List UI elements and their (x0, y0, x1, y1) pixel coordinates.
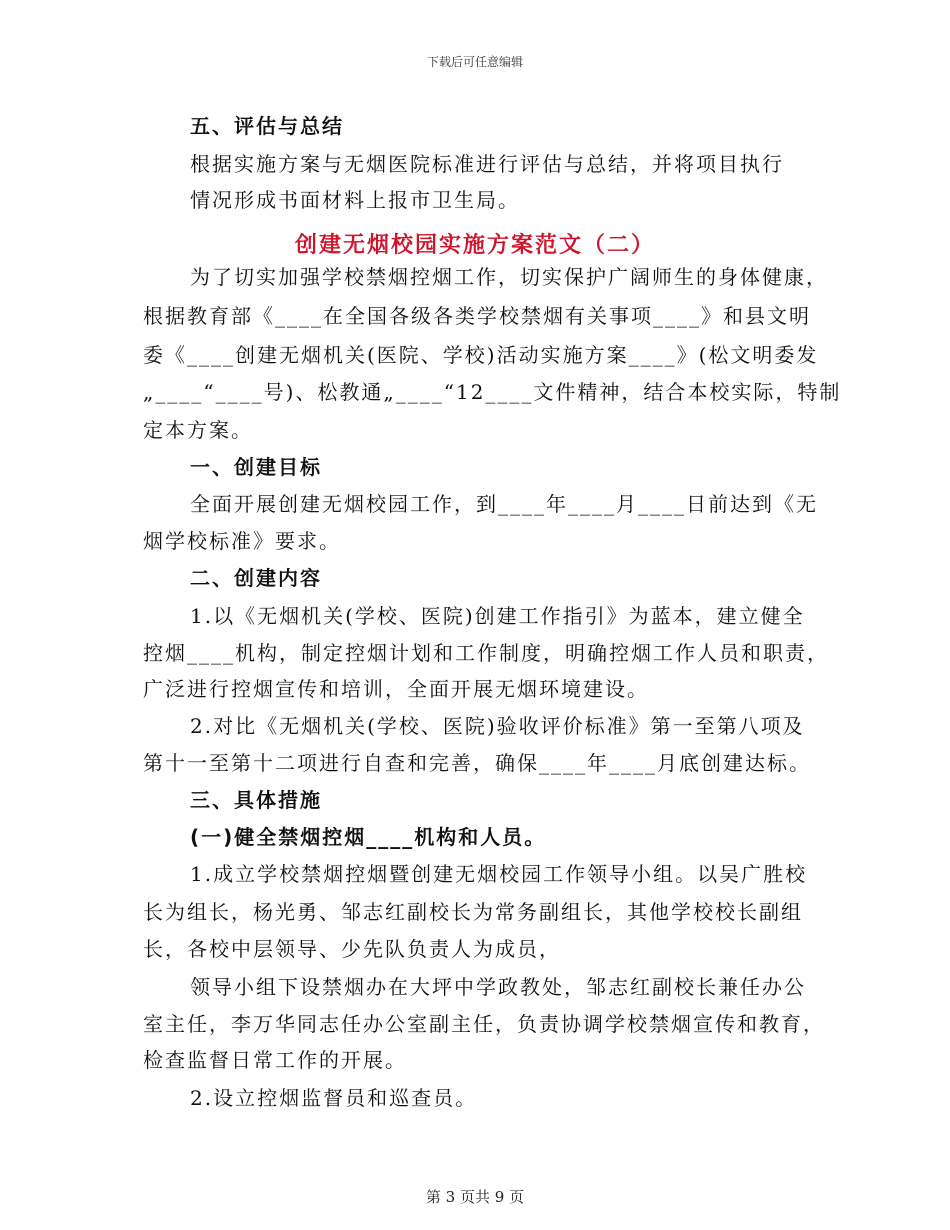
section-heading-measures: 三、具体措施 (190, 788, 322, 812)
paragraph-line: 为了切实加强学校禁烟控烟工作，切实保护广阔师生的身体健康， (190, 265, 828, 289)
paragraph-line: 室主任，李万华同志任办公室副主任，负责协调学校禁烟宣传和教育， (143, 1012, 825, 1036)
paragraph-line: 情况形成书面材料上报市卫生局。 (190, 188, 520, 212)
paragraph-line: 1.以《无烟机关(学校、医院)创建工作指引》为蓝本，建立健全 (190, 604, 805, 628)
paragraph-line: 长，各校中层领导、少先队负责人为成员， (143, 937, 561, 961)
paragraph-line: 烟学校标准》要求。 (143, 529, 341, 553)
subsection-heading: (一)健全禁烟控烟____机构和人员。 (190, 825, 547, 849)
paragraph-line: 根据实施方案与无烟医院标准进行评估与总结，并将项目执行 (190, 152, 784, 176)
header-note: 下载后可任意编辑 (426, 55, 523, 69)
paragraph-line: 2.对比《无烟机关(学校、医院)验收评价标准》第一至第八项及 (190, 714, 805, 738)
paragraph-line: 控烟____机构，制定控烟计划和工作制度，明确控烟工作人员和职责， (143, 641, 829, 665)
paragraph-line: 1.成立学校禁烟控烟暨创建无烟校园工作领导小组。以吴广胜校 (190, 862, 808, 886)
paragraph-line: 第十一至第十二项进行自查和完善，确保____年____月底创建达标。 (143, 751, 811, 775)
paragraph-line: 检查监督日常工作的开展。 (143, 1048, 407, 1072)
section-heading-content: 二、创建内容 (190, 566, 322, 590)
document-title: 创建无烟校园实施方案范文（二） (294, 233, 655, 258)
paragraph-line: „____“____号)、松教通„____“12____文件精神，结合本校实际，特制 (143, 380, 842, 404)
paragraph-line: 根据教育部《____在全国各级各类学校禁烟有关事项____》和县文明 (143, 304, 811, 328)
section-heading-evaluation: 五、评估与总结 (190, 114, 344, 138)
page-footer: 第 3 页共 9 页 (425, 1188, 525, 1206)
section-heading-goal: 一、创建目标 (190, 455, 322, 479)
paragraph-line: 长为组长，杨光勇、邹志红副校长为常务副组长，其他学校校长副组 (143, 900, 803, 924)
paragraph-line: 委《____创建无烟机关(医院、学校)活动实施方案____》(松文明委发 (143, 343, 819, 367)
paragraph-line: 领导小组下设禁烟办在大坪中学政教处，邹志红副校长兼任办公 (190, 975, 806, 999)
paragraph-line: 2.设立控烟监督员和巡查员。 (190, 1086, 478, 1110)
paragraph-line: 广泛进行控烟宣传和培训，全面开展无烟环境建设。 (143, 677, 649, 701)
paragraph-line: 全面开展创建无烟校园工作，到____年____月____日前达到《无 (190, 492, 818, 516)
paragraph-line: 定本方案。 (143, 418, 253, 442)
